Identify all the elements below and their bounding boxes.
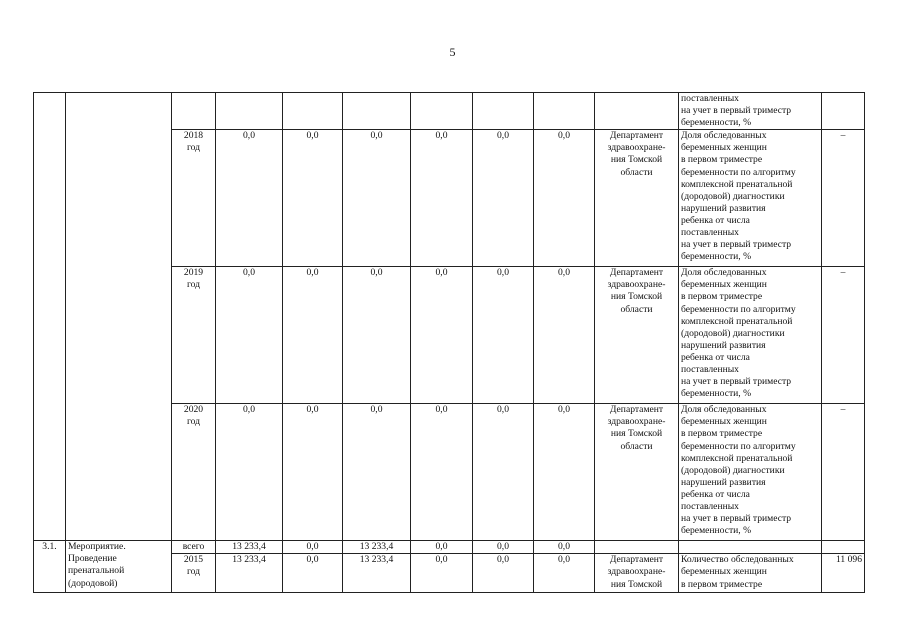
year-cell: 2015 год	[172, 554, 216, 593]
value-cell: 0,0	[534, 404, 595, 541]
page-number: 5	[449, 45, 456, 59]
total-label: всего	[172, 541, 216, 554]
indicator-cell: Доля обследованных беременных женщин в первом триместре беременности по алгоритму комплексной пренатальной (дородовой) диагностики нарушений развития ребенка от числа поставленных на учет в первый триместр беременности, %	[679, 404, 822, 541]
value-cell: 0,0	[343, 404, 411, 541]
year-cell: 2018 год	[172, 130, 216, 267]
indicator-cell: поставленных на учет в первый триместр беременности, %	[679, 93, 822, 130]
target-cell: 11 096	[822, 554, 865, 593]
value-cell: 0,0	[411, 554, 473, 593]
indicator-cell: Доля обследованных беременных женщин в первом триместре беременности по алгоритму комплексной пренатальной (дородовой) диагностики нарушений развития ребенка от числа поставленных на учет в первый триместр беременности, %	[679, 267, 822, 404]
value-cell: 0,0	[473, 267, 534, 404]
value-cell: 0,0	[283, 130, 343, 267]
executor-cell: Департамент здравоохране- ния Томской области	[595, 130, 679, 267]
value-cell: 0,0	[473, 404, 534, 541]
indicator-cell: Количество обследованных беременных женщин в первом триместре	[679, 554, 822, 593]
year-cell: 2020 год	[172, 404, 216, 541]
value-cell: 0,0	[283, 267, 343, 404]
section-number: 3.1.	[34, 541, 66, 593]
value-cell: 0,0	[411, 267, 473, 404]
target-cell: –	[822, 267, 865, 404]
indicator-cell: Доля обследованных беременных женщин в первом триместре беременности по алгоритму комплексной пренатальной (дородовой) диагностики нарушений развития ребенка от числа поставленных на учет в первый триместр беременности, %	[679, 130, 822, 267]
value-cell: 13 233,4	[343, 541, 411, 554]
value-cell: 0,0	[283, 554, 343, 593]
executor-cell: Департамент здравоохране- ния Томской	[595, 554, 679, 593]
value-cell: 0,0	[411, 541, 473, 554]
value-cell: 0,0	[534, 267, 595, 404]
value-cell: 0,0	[216, 404, 283, 541]
executor-cell: Департамент здравоохране- ния Томской области	[595, 267, 679, 404]
target-cell: –	[822, 404, 865, 541]
value-cell: 0,0	[534, 541, 595, 554]
value-cell: 0,0	[473, 130, 534, 267]
section-name: Мероприятие. Проведение пренатальной (дородовой)	[66, 541, 172, 593]
value-cell: 0,0	[283, 404, 343, 541]
value-cell: 0,0	[343, 267, 411, 404]
value-cell: 0,0	[473, 541, 534, 554]
executor-cell: Департамент здравоохране- ния Томской области	[595, 404, 679, 541]
cell-number	[34, 93, 66, 541]
value-cell: 0,0	[534, 130, 595, 267]
value-cell: 0,0	[216, 130, 283, 267]
table-row	[34, 541, 865, 554]
cell-name	[66, 93, 172, 541]
value-cell: 0,0	[283, 541, 343, 554]
value-cell: 0,0	[473, 554, 534, 593]
value-cell: 0,0	[411, 404, 473, 541]
table-row	[34, 93, 865, 130]
year-cell: 2019 год	[172, 267, 216, 404]
value-cell: 13 233,4	[216, 541, 283, 554]
value-cell: 0,0	[343, 130, 411, 267]
value-cell: 0,0	[216, 267, 283, 404]
value-cell: 0,0	[534, 554, 595, 593]
value-cell: 13 233,4	[216, 554, 283, 593]
value-cell: 0,0	[411, 130, 473, 267]
program-table	[33, 92, 865, 593]
value-cell: 13 233,4	[343, 554, 411, 593]
target-cell: –	[822, 130, 865, 267]
